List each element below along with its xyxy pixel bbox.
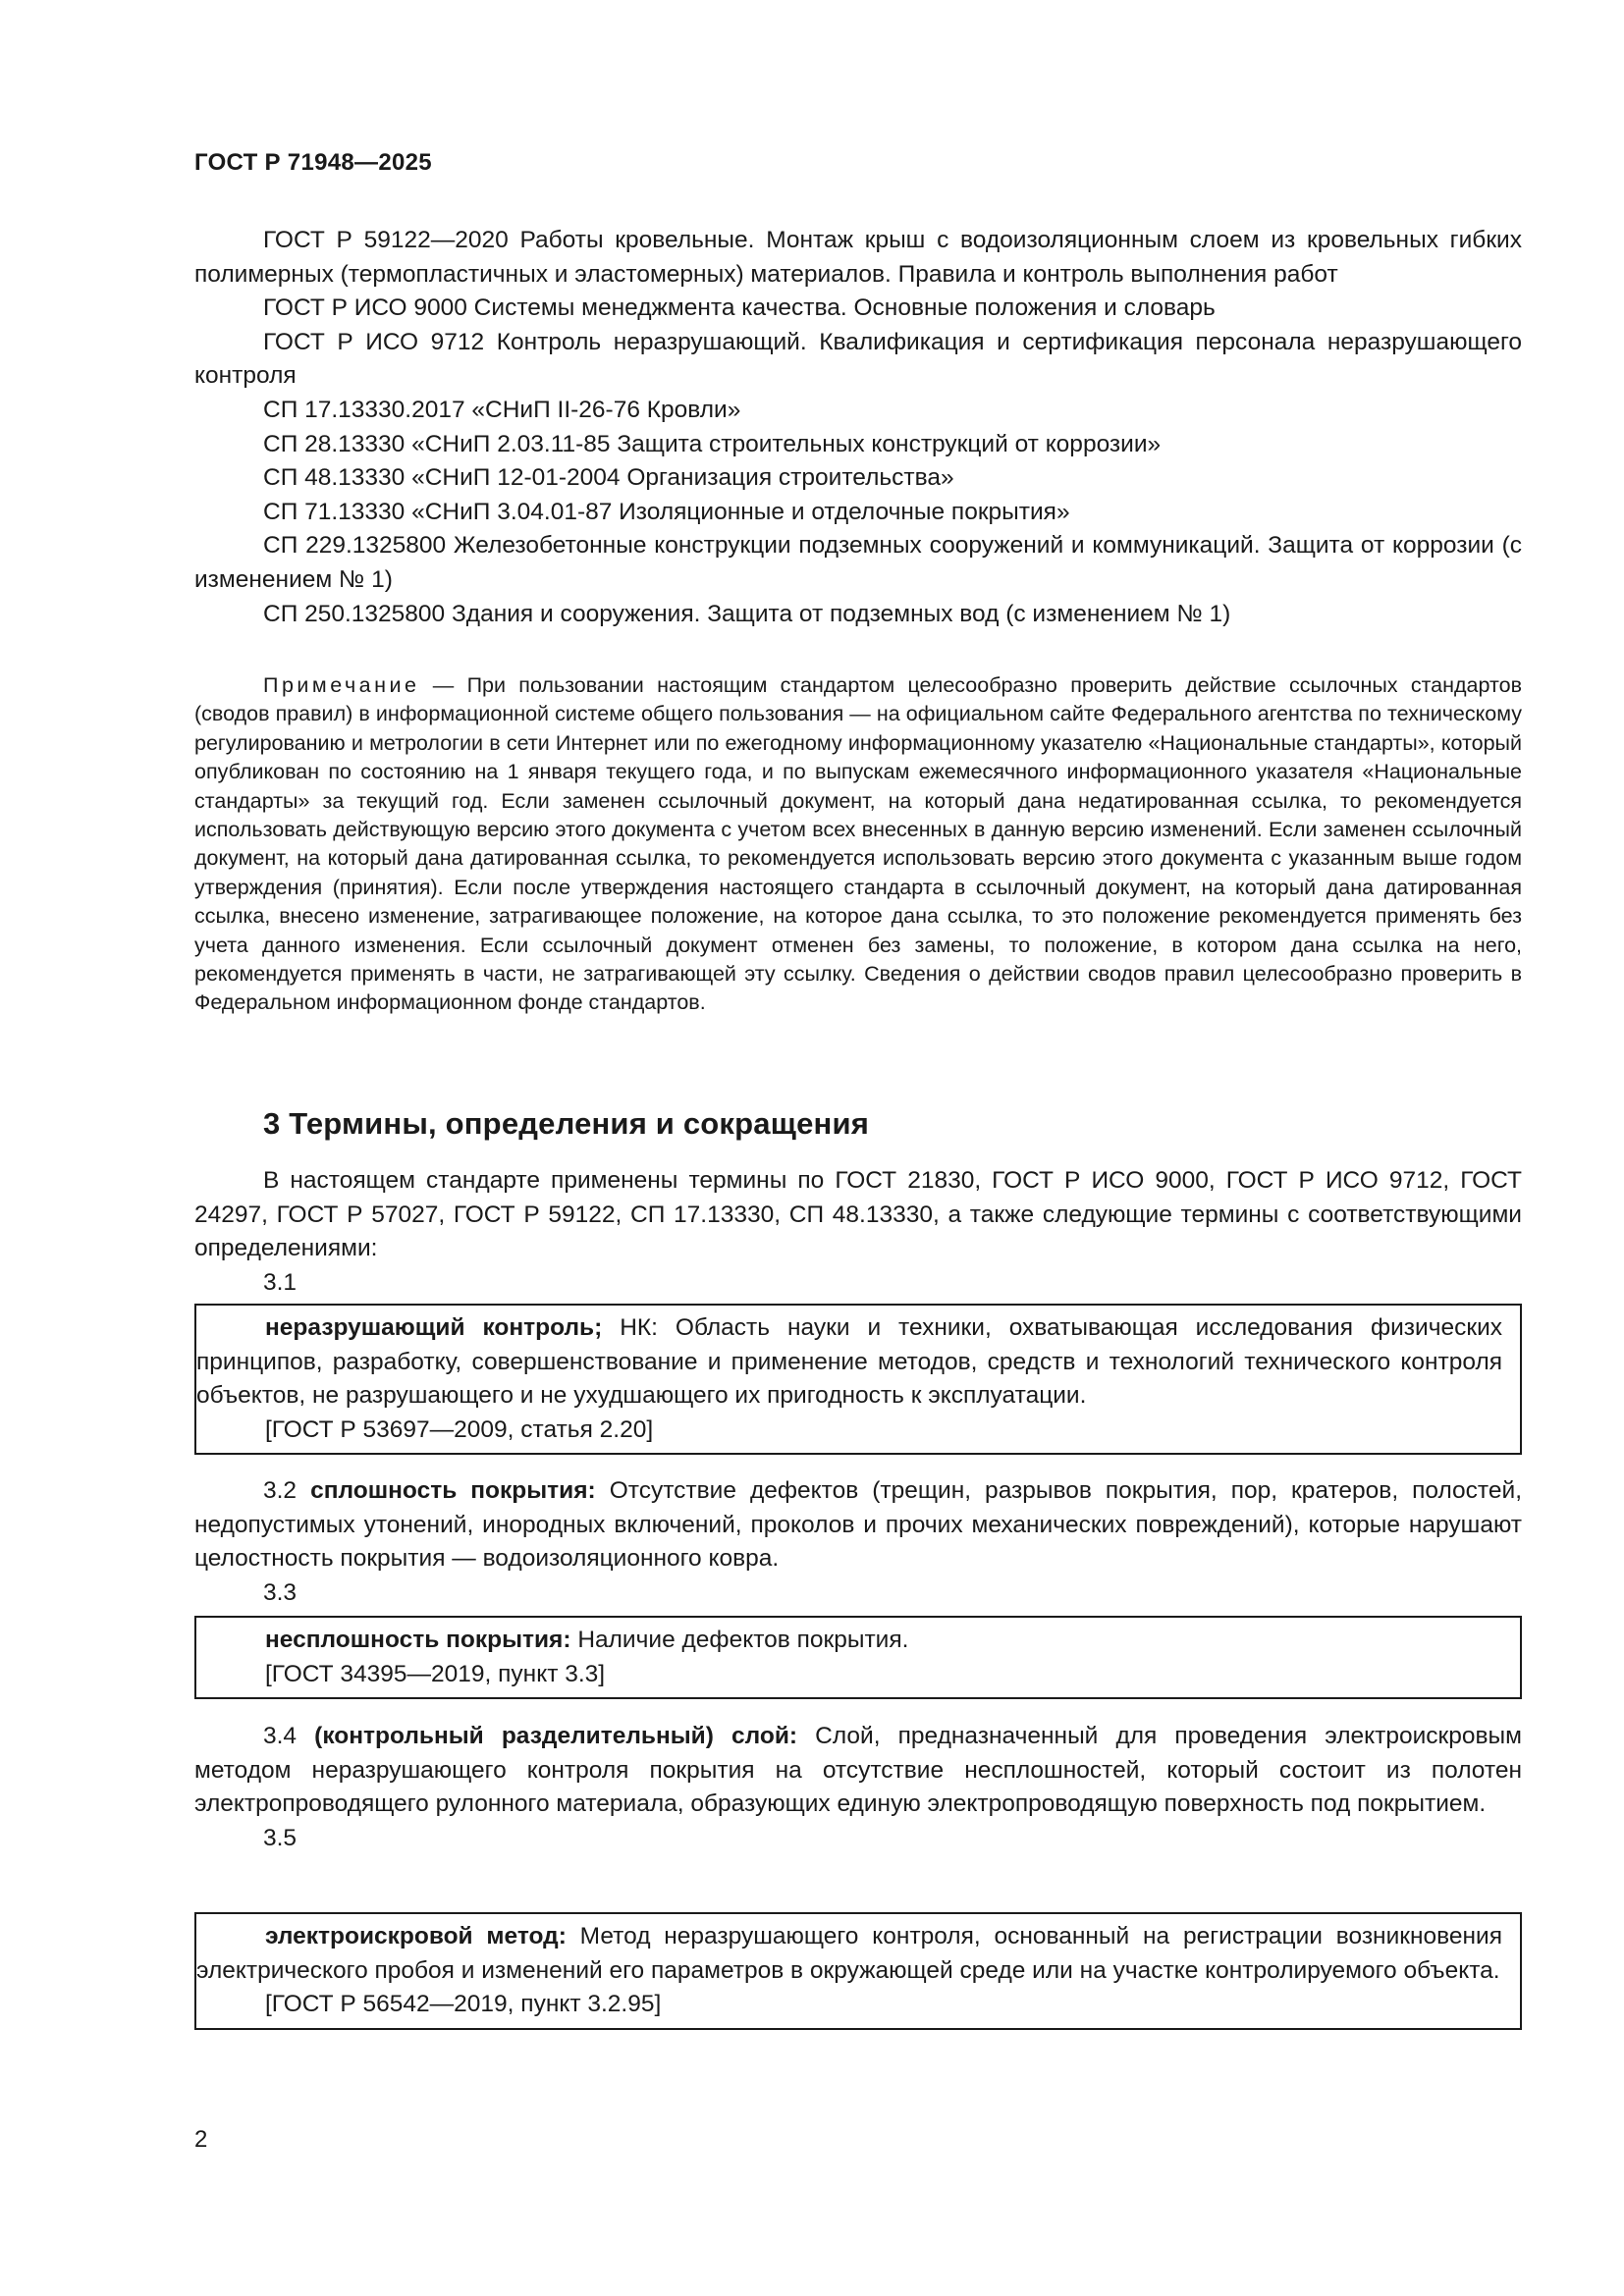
term-name: электроискровой метод: <box>265 1923 567 1949</box>
reference-item: СП 17.13330.2017 «СНиП II-26-76 Кровли» <box>263 396 741 423</box>
term-name: несплошность покрытия: <box>265 1627 571 1653</box>
term-box-3-1 <box>194 1304 1522 1455</box>
term-definition-text: Отсутствие дефектов (трещин, разрывов покрытия, пор, кратеров, полостей, недопустимых утонений, инородных включений, проколов и прочих механических повреждений), которые нарушают целостность покрытия — водоизоляционного ковра. <box>194 1477 1522 1573</box>
term-definition <box>194 1720 1522 1822</box>
term-number: 3.4 <box>263 1723 298 1749</box>
reference-item: СП 250.1325800 Здания и сооружения. Защита от подземных вод (с изменением № 1) <box>263 600 1231 627</box>
term-box-3-5 <box>194 1912 1522 2030</box>
term-name: сплошность покрытия: <box>310 1477 596 1504</box>
note-label: Примечание <box>263 673 420 697</box>
term-number: 3.5 <box>263 1824 298 1851</box>
term-number: 3.2 <box>263 1477 298 1504</box>
reference-item: ГОСТ Р ИСО 9712 Контроль неразрушающий. Квалификация и сертификация персонала неразрушающего контроля <box>194 328 1522 390</box>
page-number: 2 <box>194 2126 208 2153</box>
note-text: — При пользовании настоящим стандартом целесообразно проверить действие ссылочных стандартов (сводов правил) в информационной системе общего пользования — на официальном сайте Федерального агентства по техническому регулированию и метрологии в сети Интернет или по ежегодному информационному указателю «Национальные стандарты», который опубликован по состоянию на 1 января текущего года, и по выпускам ежемесячного информационного указателя «Национальные стандарты» за текущий год. Если заменен ссылочный документ, на который дана недатированная ссылка, то рекомендуется использовать действующую версию этого документа с учетом всех внесенных в данную версию изменений. Если заменен ссылочный документ, на который дана датированная ссылка, то рекомендуется использовать версию этого документа с указанным выше годом утверждения (принятия). Если после утверждения настоящего стандарта в ссылочный документ, на который дана датированная ссылка, внесено изменение, затрагивающее положение, на которое дана ссылка, то это положение рекомендуется применять без учета данного изменения. Если ссылочный документ отменен без замены, то положение, в котором дана ссылка на него, рекомендуется применять в части, не затрагивающей эту ссылку. Сведения о действии сводов правил целесообразно проверить в Федеральном информационном фонде стандартов. <box>194 673 1522 1015</box>
term-definition <box>196 1311 1502 1414</box>
term-number: 3.3 <box>263 1578 298 1606</box>
term-source: [ГОСТ 34395—2019, пункт 3.3] <box>265 1660 606 1687</box>
page-header-doc-id: ГОСТ Р 71948—2025 <box>194 149 432 176</box>
term-source: [ГОСТ Р 56542—2019, пункт 3.2.95] <box>265 1991 662 2018</box>
term-definition-text: Наличие дефектов покрытия. <box>570 1627 909 1653</box>
term-definition <box>194 1474 1522 1576</box>
section-intro: В настоящем стандарте применены термины по ГОСТ 21830, ГОСТ Р ИСО 9000, ГОСТ Р ИСО 9712, ГОСТ 24297, ГОСТ Р 57027, ГОСТ Р 59122, СП 17.13330, СП 48.13330, а также следующие термины с соответствующими определениями: <box>194 1167 1522 1262</box>
normative-references-list <box>194 224 1522 631</box>
section-title: 3 Термины, определения и сокращения <box>263 1106 869 1141</box>
term-definition <box>196 1624 1502 1658</box>
term-block-3-4 <box>194 1720 1522 1855</box>
reference-item: ГОСТ Р 59122—2020 Работы кровельные. Монтаж крыш с водоизоляционным слоем из кровельных гибких полимерных (термопластичных и эластомерных) материалов. Правила и контроль выполнения работ <box>194 227 1522 288</box>
term-name: неразрушающий контроль; <box>265 1314 603 1341</box>
term-number: 3.1 <box>263 1268 298 1296</box>
reference-item: СП 229.1325800 Железобетонные конструкции подземных сооружений и коммуникаций. Защита от коррозии (с изменением № 1) <box>194 532 1522 593</box>
term-box-3-3 <box>194 1616 1522 1699</box>
reference-item: СП 71.13330 «СНиП 3.04.01-87 Изоляционные и отделочные покрытия» <box>263 498 1070 525</box>
term-definition <box>196 1920 1502 1988</box>
section-intro-block <box>194 1164 1522 1300</box>
term-name: (контрольный разделительный) слой: <box>314 1723 798 1749</box>
term-definition-text: НК: Область науки и техники, охватывающая исследования физических принципов, разработку, совершенствование и применение методов, средств и технологий технического контроля объектов, не разрушающего и не ухудшающего их пригодность к эксплуатации. <box>196 1314 1502 1410</box>
reference-item: ГОСТ Р ИСО 9000 Системы менеджмента качества. Основные положения и словарь <box>263 294 1216 322</box>
term-definition-text: Метод неразрушающего контроля, основанный на регистрации возникновения электрического пробоя и изменений его параметров в окружающей среде или на участке контролируемого объекта. <box>196 1923 1502 1984</box>
term-source: [ГОСТ Р 53697—2009, статья 2.20] <box>265 1415 654 1443</box>
reference-item: СП 48.13330 «СНиП 12-01-2004 Организация строительства» <box>263 464 954 492</box>
references-note <box>194 671 1522 1018</box>
reference-item: СП 28.13330 «СНиП 2.03.11-85 Защита строительных конструкций от коррозии» <box>263 430 1162 457</box>
term-block-3-2 <box>194 1474 1522 1610</box>
term-definition-text: Слой, предназначенный для проведения электроискровым методом неразрушающего контроля покрытия на отсутствие несплошностей, который состоит из полотен электропроводящего рулонного материала, образующих единую электропроводящую поверхность под покрытием. <box>194 1723 1522 1818</box>
